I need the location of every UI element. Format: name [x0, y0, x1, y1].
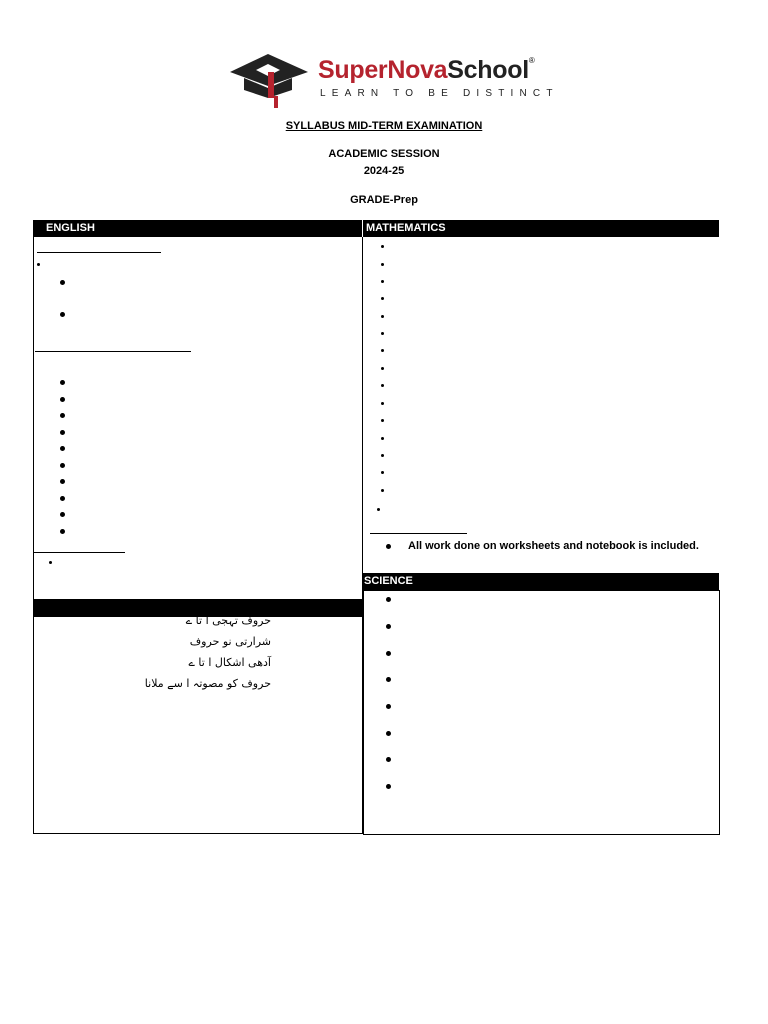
science-box: [363, 590, 720, 835]
science-bullet: [386, 731, 391, 736]
brand-name-part2: School: [447, 56, 529, 84]
session-label: ACADEMIC SESSION: [328, 148, 440, 160]
math-bullet: [381, 471, 384, 474]
english-bullet: [60, 512, 65, 517]
english-bullet: [60, 380, 65, 385]
math-bullet: [381, 263, 384, 266]
math-bullet: [381, 332, 384, 335]
math-note: All work done on worksheets and notebook is included.: [408, 540, 699, 552]
math-bullet: [381, 349, 384, 352]
urdu-item: حروف تہجی ا تا ے: [185, 614, 271, 627]
math-bullet: [381, 402, 384, 405]
english-bullet: [60, 463, 65, 468]
science-bullet: [386, 597, 391, 602]
math-bullet: [381, 367, 384, 370]
math-bullet: [386, 544, 391, 549]
science-bullet: [386, 784, 391, 789]
science-bullet: [386, 624, 391, 629]
math-bullet: [381, 297, 384, 300]
english-bullet: [60, 446, 65, 451]
urdu-item: شرارتی نو حروف: [189, 635, 271, 648]
english-bullet: [37, 263, 40, 266]
urdu-item: آدھی اشکال ا تا ے: [188, 656, 271, 669]
page-title: SYLLABUS MID-TERM EXAMINATION: [285, 120, 483, 132]
english-bullet: [60, 397, 65, 402]
brand-name-part1: SuperNova: [318, 56, 448, 84]
science-header: [363, 573, 719, 590]
math-bullet: [381, 489, 384, 492]
english-bullet: [60, 496, 65, 501]
urdu-box: [33, 616, 363, 834]
math-bullet: [381, 437, 384, 440]
english-subheading-line: [37, 252, 161, 253]
english-bullet: [60, 312, 65, 317]
math-subheading-line: [370, 533, 467, 534]
math-bullet: [381, 315, 384, 318]
english-title: ENGLISH: [46, 222, 95, 234]
english-bullet: [60, 280, 65, 285]
science-title: SCIENCE: [364, 575, 413, 587]
english-bullet: [60, 479, 65, 484]
english-bullet: [60, 529, 65, 534]
mathematics-title: MATHEMATICS: [366, 222, 446, 234]
english-subheading-line: [35, 351, 191, 352]
urdu-item: حروف کو مصوتہ ا سے ملانا: [144, 677, 271, 690]
english-bullet: [60, 413, 65, 418]
math-bullet: [381, 419, 384, 422]
session-year: 2024-25: [363, 165, 405, 177]
english-left-border: [33, 237, 34, 600]
math-bullet: [381, 384, 384, 387]
english-bullet: [49, 561, 52, 564]
science-bullet: [386, 757, 391, 762]
science-bullet: [386, 677, 391, 682]
math-bullet: [381, 280, 384, 283]
english-header: [33, 220, 362, 237]
english-subheading-line: [33, 552, 125, 553]
grade-label: GRADE-Prep: [350, 194, 418, 206]
english-bullet: [60, 430, 65, 435]
science-bullet: [386, 704, 391, 709]
brand-name: [318, 56, 534, 85]
math-bullet: [381, 454, 384, 457]
registered-mark: ®: [528, 56, 535, 65]
math-bullet: [377, 508, 380, 511]
tagline: LEARN TO BE DISTINCT: [320, 88, 559, 99]
science-bullet: [386, 651, 391, 656]
math-bullet: [381, 245, 384, 248]
mathematics-header: [363, 220, 719, 237]
